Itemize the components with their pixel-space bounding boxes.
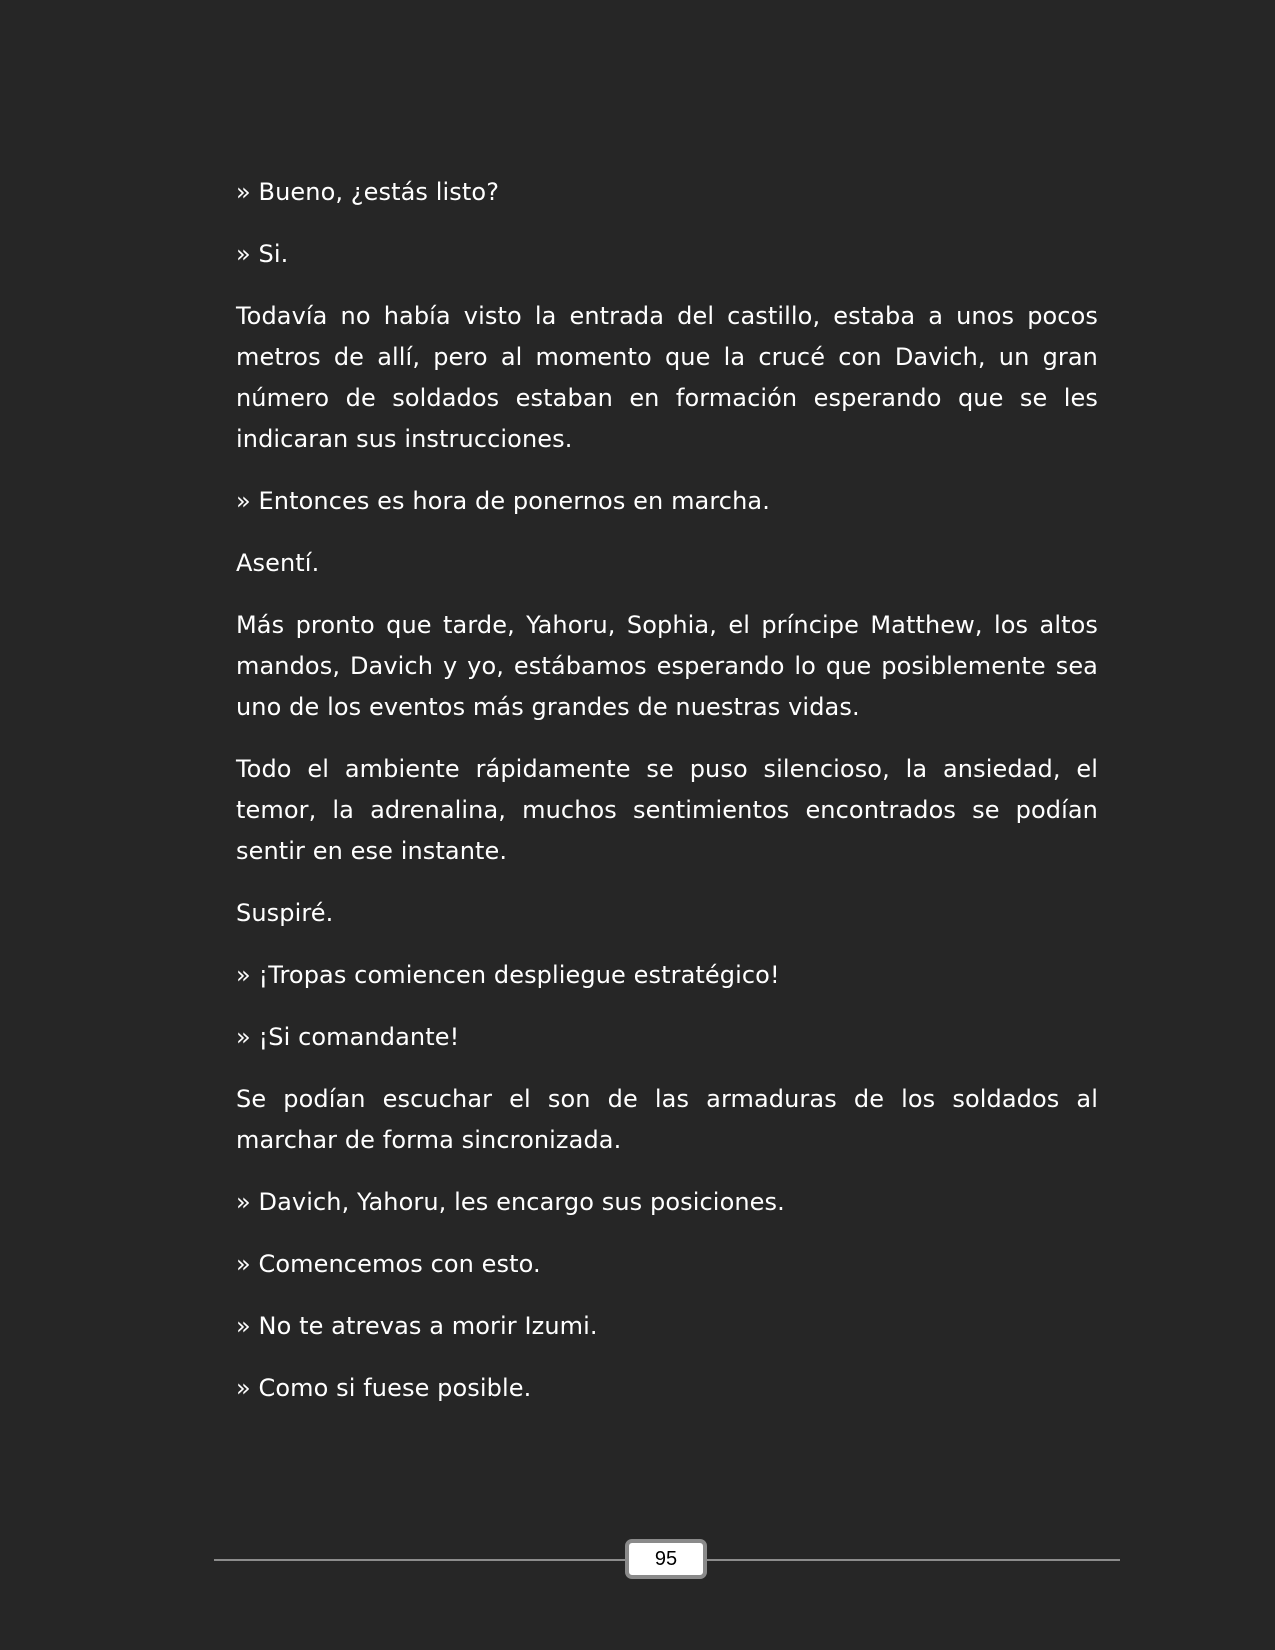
footer-divider-left xyxy=(214,1559,626,1561)
paragraph: » ¡Si comandante! xyxy=(236,1023,460,1051)
footer-divider-right xyxy=(706,1559,1120,1561)
paragraph: Asentí. xyxy=(236,549,320,577)
paragraph: » ¡Tropas comiencen despliegue estratégico! xyxy=(236,961,780,989)
paragraph: Todo el ambiente rápidamente se puso silencioso, la ansiedad, el temor, la adrenalina, muchos sentimientos encontrados se podían sentir en ese instante. xyxy=(236,755,1098,865)
page-number: 95 xyxy=(625,1539,707,1579)
paragraph: Más pronto que tarde, Yahoru, Sophia, el príncipe Matthew, los altos mandos, Davich y yo, estábamos esperando lo que posiblemente sea uno de los eventos más grandes de nuestras vidas. xyxy=(236,611,1098,721)
paragraph: Se podían escuchar el son de las armaduras de los soldados al marchar de forma sincronizada. xyxy=(236,1085,1098,1154)
paragraph: » Davich, Yahoru, les encargo sus posiciones. xyxy=(236,1188,785,1216)
paragraph: Todavía no había visto la entrada del castillo, estaba a unos pocos metros de allí, pero al momento que la crucé con Davich, un gran número de soldados estaban en formación esperando que se les indicaran sus instrucciones. xyxy=(236,302,1098,453)
paragraph: » Como si fuese posible. xyxy=(236,1374,532,1402)
paragraph: Suspiré. xyxy=(236,899,334,927)
paragraph: » Bueno, ¿estás listo? xyxy=(236,178,500,206)
paragraph: » No te atrevas a morir Izumi. xyxy=(236,1312,598,1340)
paragraph: » Si. xyxy=(236,240,289,268)
page-body xyxy=(236,172,1098,1430)
paragraph: » Comencemos con esto. xyxy=(236,1250,541,1278)
paragraph: » Entonces es hora de ponernos en marcha. xyxy=(236,487,770,515)
